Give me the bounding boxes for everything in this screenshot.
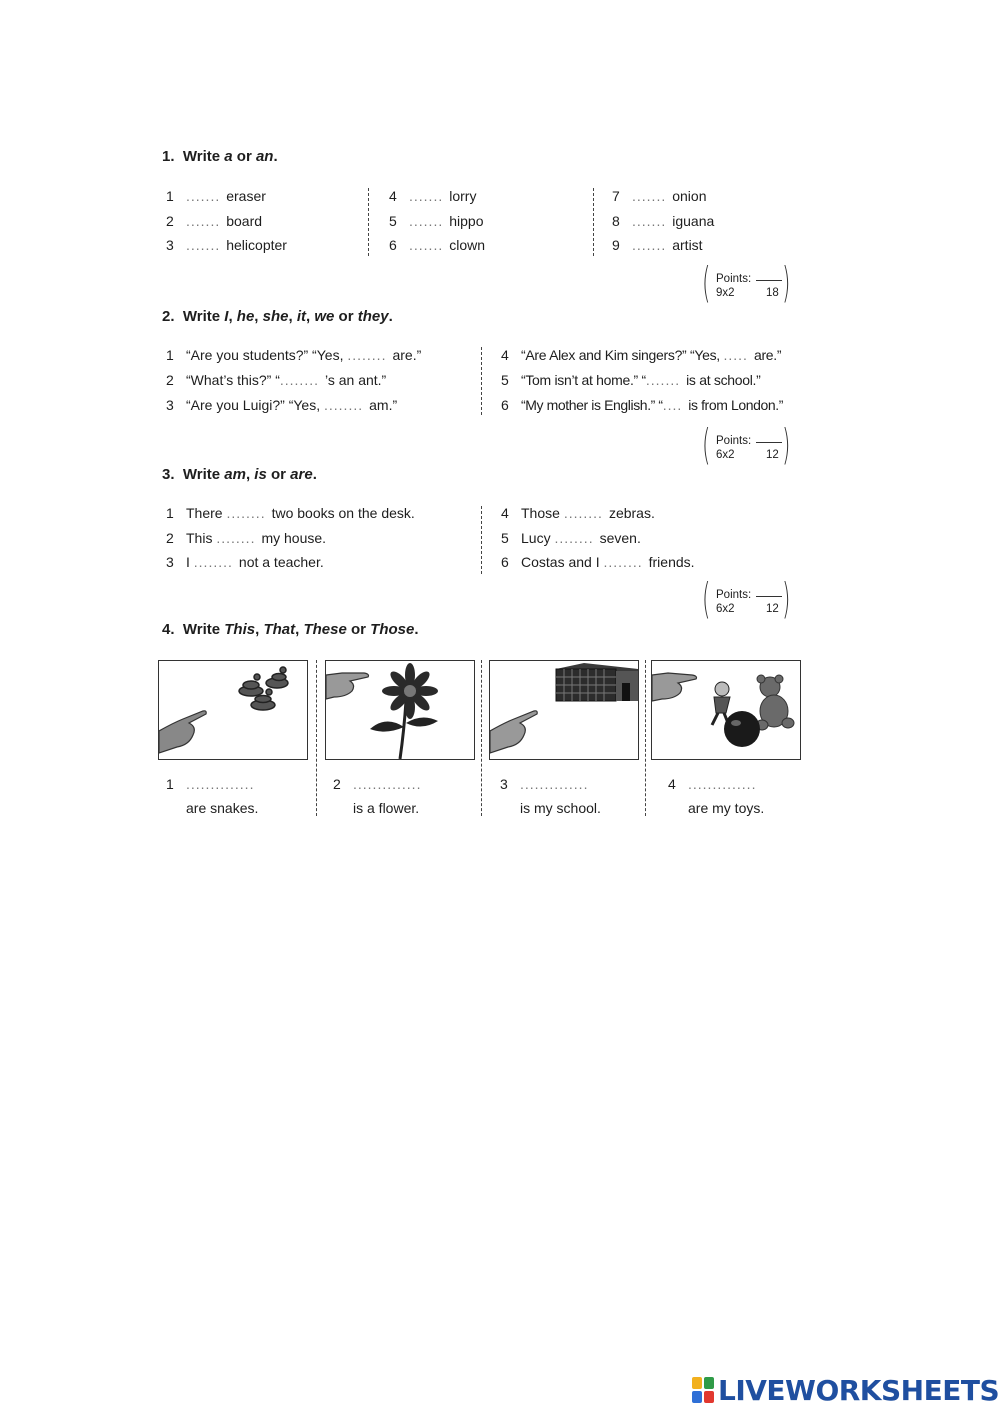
answer-blank[interactable]: ........ (554, 530, 594, 546)
column-divider (481, 660, 482, 816)
answer-blank[interactable]: ....... (409, 213, 444, 229)
answer-blank[interactable]: ....... (632, 188, 667, 204)
answer-blank[interactable]: ....... (632, 213, 667, 229)
answer-blank[interactable]: ........ (193, 554, 233, 570)
list-item: 3 “Are you Luigi?” “Yes, ........ am.” (166, 397, 398, 413)
points-box: ( ) Points: 9x2 18 (702, 258, 790, 307)
list-item: 1 “Are you students?” “Yes, ........ are.” (166, 347, 422, 363)
list-item: 5 “Tom isn’t at home.” “....... is at school.” (501, 372, 761, 388)
column-divider (481, 506, 482, 574)
pointing-hand-icon (652, 673, 697, 701)
answer-blank[interactable]: ....... (186, 237, 221, 253)
picture-toys (651, 660, 801, 760)
answer-blank[interactable]: .............. (688, 776, 757, 792)
column-divider (593, 188, 594, 256)
answer-blank[interactable]: ....... (186, 188, 221, 204)
list-item: 3 I ........ not a teacher. (166, 554, 324, 570)
answer-blank[interactable]: ....... (409, 188, 444, 204)
list-item: 1 There ........ two books on the desk. (166, 505, 415, 521)
pointing-hand-snakes-illustration (159, 661, 307, 759)
points-box: ( ) Points: 6x2 12 (702, 420, 790, 469)
caption-text: are my toys. (688, 800, 765, 816)
school-building-icon (556, 663, 638, 701)
answer-blank[interactable]: ....... (409, 237, 444, 253)
pointing-hand-school-illustration (490, 661, 638, 759)
picture-flower (325, 660, 475, 760)
list-item: 2 ....... board (166, 213, 263, 229)
logo-text: LIVEWORKSHEETS (718, 1373, 1000, 1407)
answer-blank[interactable]: ........ (226, 505, 266, 521)
answer-blank[interactable]: ....... (186, 213, 221, 229)
list-item: 2 “What’s this?” “........ ’s an ant.” (166, 372, 387, 388)
answer-blank[interactable]: .............. (520, 776, 589, 792)
picture-snakes (158, 660, 308, 760)
answer-blank[interactable]: ........ (216, 530, 256, 546)
list-item: 4 ....... lorry (389, 188, 477, 204)
teddy-bear-icon (756, 675, 794, 730)
pointing-hand-flower-illustration (326, 661, 474, 759)
caption-text: are snakes. (186, 800, 259, 816)
column-divider (645, 660, 646, 816)
list-item: 6 ....... clown (389, 237, 486, 253)
pointing-hand-icon (326, 673, 369, 699)
list-item: 6 “My mother is English.” “.... is from London.” (501, 397, 784, 413)
list-item: 7 ....... onion (612, 188, 707, 204)
list-item: 1 .............. (166, 776, 255, 792)
answer-blank[interactable]: ........ (347, 347, 387, 363)
list-item: 4 .............. (668, 776, 757, 792)
snake-icon (239, 667, 288, 710)
list-item: 2 .............. (333, 776, 422, 792)
list-item: 3 ....... helicopter (166, 237, 287, 253)
list-item: 1 ....... eraser (166, 188, 266, 204)
answer-blank[interactable]: ........ (324, 397, 364, 413)
ball-icon (724, 711, 760, 747)
list-item: 5 Lucy ........ seven. (501, 530, 641, 546)
answer-blank[interactable]: ........ (563, 505, 603, 521)
caption-text: is a flower. (353, 800, 420, 816)
column-divider (316, 660, 317, 816)
section-2-heading: 2. Write I, he, she, it, we or they. (162, 308, 393, 325)
answer-blank[interactable]: ....... (645, 372, 681, 388)
list-item: 4 “Are Alex and Kim singers?” “Yes, ..... are.” (501, 347, 782, 363)
column-divider (481, 347, 482, 415)
list-item: 6 Costas and I ........ friends. (501, 554, 695, 570)
pointing-hand-toys-illustration (652, 661, 800, 759)
points-box: ( ) Points: 6x2 12 (702, 574, 790, 623)
section-1-heading: 1. Write a or an. (162, 148, 278, 165)
answer-blank[interactable]: ..... (723, 347, 748, 363)
list-item: 8 ....... iguana (612, 213, 715, 229)
doll-icon (712, 682, 730, 725)
list-item: 4 Those ........ zebras. (501, 505, 655, 521)
list-item: 5 ....... hippo (389, 213, 484, 229)
list-item: 9 ....... artist (612, 237, 703, 253)
liveworksheets-logo[interactable] (692, 1373, 999, 1407)
list-item: 3 .............. (500, 776, 589, 792)
pointing-hand-icon (490, 711, 537, 753)
list-item: 2 This ........ my house. (166, 530, 327, 546)
answer-blank[interactable]: ........ (603, 554, 643, 570)
answer-blank[interactable]: ........ (279, 372, 319, 388)
column-divider (368, 188, 369, 256)
section-3-heading: 3. Write am, is or are. (162, 466, 317, 483)
answer-blank[interactable]: ....... (632, 237, 667, 253)
answer-blank[interactable]: .... (662, 397, 683, 413)
picture-school (489, 660, 639, 760)
flower-icon (370, 663, 438, 759)
pointing-hand-icon (159, 711, 206, 753)
caption-text: is my school. (520, 800, 601, 816)
section-4-heading: 4. Write This, That, These or Those. (162, 621, 419, 638)
answer-blank[interactable]: .............. (353, 776, 422, 792)
logo-mark-icon (692, 1377, 714, 1403)
answer-blank[interactable]: .............. (186, 776, 255, 792)
